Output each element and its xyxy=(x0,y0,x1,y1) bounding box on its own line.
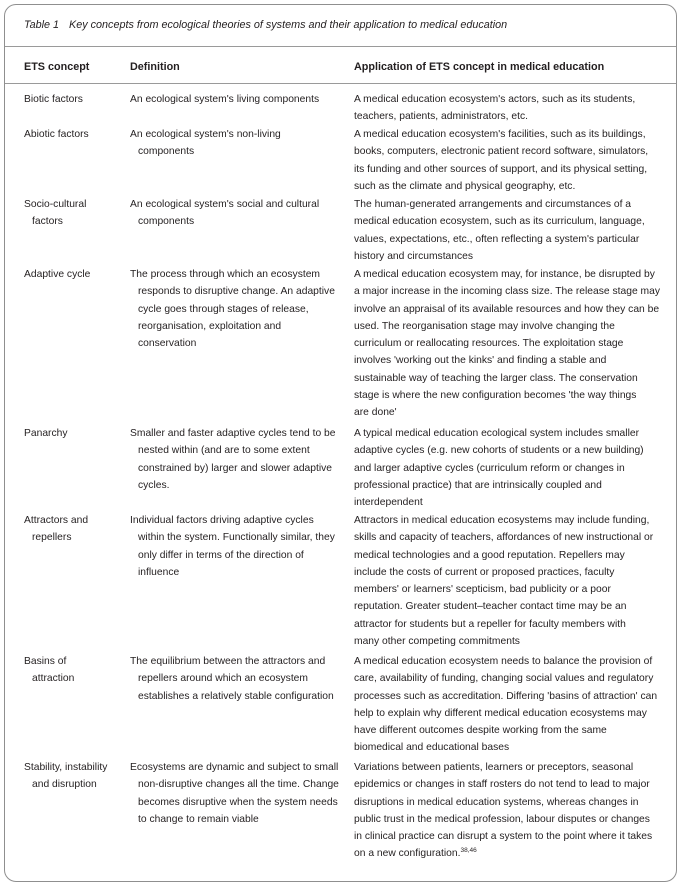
definition-line: An ecological system's non-living xyxy=(130,129,281,140)
application-line: on a new configuration.$^{38,46}$ xyxy=(354,847,477,860)
row-7-application-cell xyxy=(354,653,674,757)
table-number: Table 1 xyxy=(24,19,60,31)
top-rule xyxy=(5,46,676,47)
application-line: have different outcomes despite working from the same xyxy=(354,725,607,737)
application-line: stage is where the new configuration becomes 'the way things xyxy=(354,390,637,402)
definition-line: nested within (and are to some extent xyxy=(138,445,310,457)
row-6-concept-cell xyxy=(24,512,128,547)
concept-line: Biotic factors xyxy=(24,94,83,105)
definition-line: conservation xyxy=(138,338,197,350)
concept-line: and disruption xyxy=(32,779,97,791)
row-3-application-cell xyxy=(354,196,674,265)
application-line: sustainable way of teaching the larger class. The conservation xyxy=(354,372,638,384)
row-2-concept-cell xyxy=(24,126,128,143)
definition-line: The equilibrium between the attractors and xyxy=(130,656,326,667)
definition-line: responds to disruptive change. An adaptive xyxy=(138,286,335,298)
application-line: adaptive cycles (e.g. new cohorts of students or a new building) xyxy=(354,445,644,457)
application-line: are done' xyxy=(354,407,397,419)
concept-line: Stability, instability xyxy=(24,762,108,773)
application-line: reputation. Greater student–teacher contact time may be an xyxy=(354,601,627,613)
definition-line: components xyxy=(138,146,195,158)
application-line: medical education ecosystem, such as its curriculum, language, xyxy=(354,216,645,228)
definition-line: cycles. xyxy=(138,479,170,491)
concept-line: Panarchy xyxy=(24,428,68,439)
definition-line: Smaller and faster adaptive cycles tend to be xyxy=(130,428,336,439)
row-2-definition-cell xyxy=(130,126,352,161)
application-line: Attractors in medical education ecosystems may include funding, xyxy=(354,515,650,526)
application-line: professional practice) that are intrinsically coupled and xyxy=(354,479,602,491)
row-4-definition-cell xyxy=(130,266,352,352)
application-line: processes such as accreditation. Differing 'basins of attraction' can xyxy=(354,690,658,702)
row-8-concept-cell xyxy=(24,759,128,794)
row-6-application-cell xyxy=(354,512,674,650)
header-concept: ETS concept xyxy=(24,61,90,73)
table-title: Key concepts from ecological theories of systems and their application to medical education xyxy=(69,19,508,31)
row-8-application-cell xyxy=(354,759,674,863)
row-1-application-cell xyxy=(354,91,674,126)
row-5-application-cell xyxy=(354,425,674,511)
application-line: and larger adaptive cycles (curriculum reform or changes in xyxy=(354,462,625,474)
definition-line: constrained by) larger and slower adaptive xyxy=(138,462,333,474)
header-application: Application of ETS concept in medical education xyxy=(354,61,605,73)
definition-line: components xyxy=(138,216,195,228)
application-line: history and circumstances xyxy=(354,250,474,262)
application-line: A typical medical education ecological system includes smaller xyxy=(354,428,640,439)
application-line: disruptions in medical education systems, whereas changes in xyxy=(354,796,639,808)
row-5-definition-cell xyxy=(130,425,352,494)
application-line: teachers, patients, administrators, etc. xyxy=(354,111,528,123)
application-line: biomedical and educational bases xyxy=(354,742,510,754)
row-3-definition-cell xyxy=(130,196,352,231)
definition-line: Ecosystems are dynamic and subject to small xyxy=(130,762,339,773)
application-line: help to explain why different medical education ecosystems may xyxy=(354,707,647,719)
definition-line: non-disruptive changes all the time. Change xyxy=(138,779,339,791)
definition-line: within the system. Functionally similar, they xyxy=(138,532,335,544)
concept-line: Socio-cultural xyxy=(24,199,87,210)
application-line: a major increase in the incoming class size. The release stage may xyxy=(354,286,661,298)
reference-superscript: 38,46 xyxy=(460,847,477,855)
definition-line: reorganisation, exploitation and xyxy=(138,320,282,332)
application-line: attractor for students but a repeller for faculty members with xyxy=(354,618,626,630)
definition-line: becomes disruptive when the system needs xyxy=(138,796,338,808)
application-line: interdependent xyxy=(354,497,423,509)
concept-line: attraction xyxy=(32,673,75,685)
row-4-concept-cell xyxy=(24,266,128,283)
definition-line: to change to remain viable xyxy=(138,813,259,825)
row-4-application-cell xyxy=(354,266,674,422)
application-line: care, availability of funding, changing social values and regulatory xyxy=(354,673,654,685)
definition-line: establishes a relatively stable configuration xyxy=(138,690,334,702)
row-3-concept-cell xyxy=(24,196,128,231)
application-line: in clinical practice can disrupt a system to the point where it takes xyxy=(354,831,653,843)
application-line: medical technologies and a good reputation. Repellers may xyxy=(354,549,625,561)
application-line: involve an appraisal of its available resources and how they can be xyxy=(354,303,660,315)
row-6-definition-cell xyxy=(130,512,352,581)
header-definition: Definition xyxy=(130,61,180,73)
definition-line: repellers around which an ecosystem xyxy=(138,673,308,685)
application-line: A medical education ecosystem's actors, such as its students, xyxy=(354,94,636,105)
concept-line: factors xyxy=(32,216,63,228)
application-line: include the costs of current or proposed practices, faculty xyxy=(354,566,615,578)
row-7-concept-cell xyxy=(24,653,128,688)
definition-line: Individual factors driving adaptive cycles xyxy=(130,515,314,526)
application-line: such as the climate and physical geography, etc. xyxy=(354,180,576,192)
definition-line: cycle goes through stages of release, xyxy=(138,303,309,315)
application-line: used. The reorganisation stage may involve changing the xyxy=(354,320,615,332)
concept-line: Basins of xyxy=(24,656,67,667)
concept-line: Attractors and xyxy=(24,515,89,526)
concept-line: repellers xyxy=(32,532,72,544)
application-line: Variations between patients, learners or preceptors, seasonal xyxy=(354,762,634,773)
application-line: involves 'working out the kinks' and finding a stable and xyxy=(354,355,607,367)
row-1-concept-cell xyxy=(24,91,128,108)
application-line: values, expectations, etc., often reflecting a system's particular xyxy=(354,233,640,245)
row-2-application-cell xyxy=(354,126,674,195)
application-line: A medical education ecosystem may, for instance, be disrupted by xyxy=(354,269,655,280)
table-caption xyxy=(24,19,507,31)
row-7-definition-cell xyxy=(130,653,352,705)
definition-line: only differ in terms of the direction of xyxy=(138,549,304,561)
application-line: epidemics or changes in staff rosters do not tend to lead to major xyxy=(354,779,650,791)
application-line: A medical education ecosystem needs to balance the provision of xyxy=(354,656,653,667)
application-line: skills and capacity of teachers, affordances of new instructional or xyxy=(354,532,654,544)
concept-line: Abiotic factors xyxy=(24,129,89,140)
application-line: members' or learners' scepticism, bad publicity or a poor xyxy=(354,584,611,596)
row-8-definition-cell xyxy=(130,759,352,828)
row-1-definition-cell xyxy=(130,91,352,108)
concept-line: Adaptive cycle xyxy=(24,269,91,280)
definition-line: influence xyxy=(138,566,180,578)
definition-line: An ecological system's social and cultural xyxy=(130,199,320,210)
application-line: books, computers, electronic patient record software, simulators, xyxy=(354,146,649,158)
row-5-concept-cell xyxy=(24,425,128,442)
application-line: The human-generated arrangements and circumstances of a xyxy=(354,199,632,210)
application-line: public trust in the medical profession, labour disputes or changes xyxy=(354,813,650,825)
application-line: A medical education ecosystem's facilities, such as its buildings, xyxy=(354,129,646,140)
application-line: curriculum or reallocating resources. The exploitation stage xyxy=(354,338,624,350)
definition-line: The process through which an ecosystem xyxy=(130,269,321,280)
application-line: its funding and other sources of support, and its physical setting, xyxy=(354,163,648,175)
definition-line: An ecological system's living components xyxy=(130,94,320,105)
header-rule xyxy=(5,83,676,84)
application-line: many other competing commitments xyxy=(354,636,520,648)
